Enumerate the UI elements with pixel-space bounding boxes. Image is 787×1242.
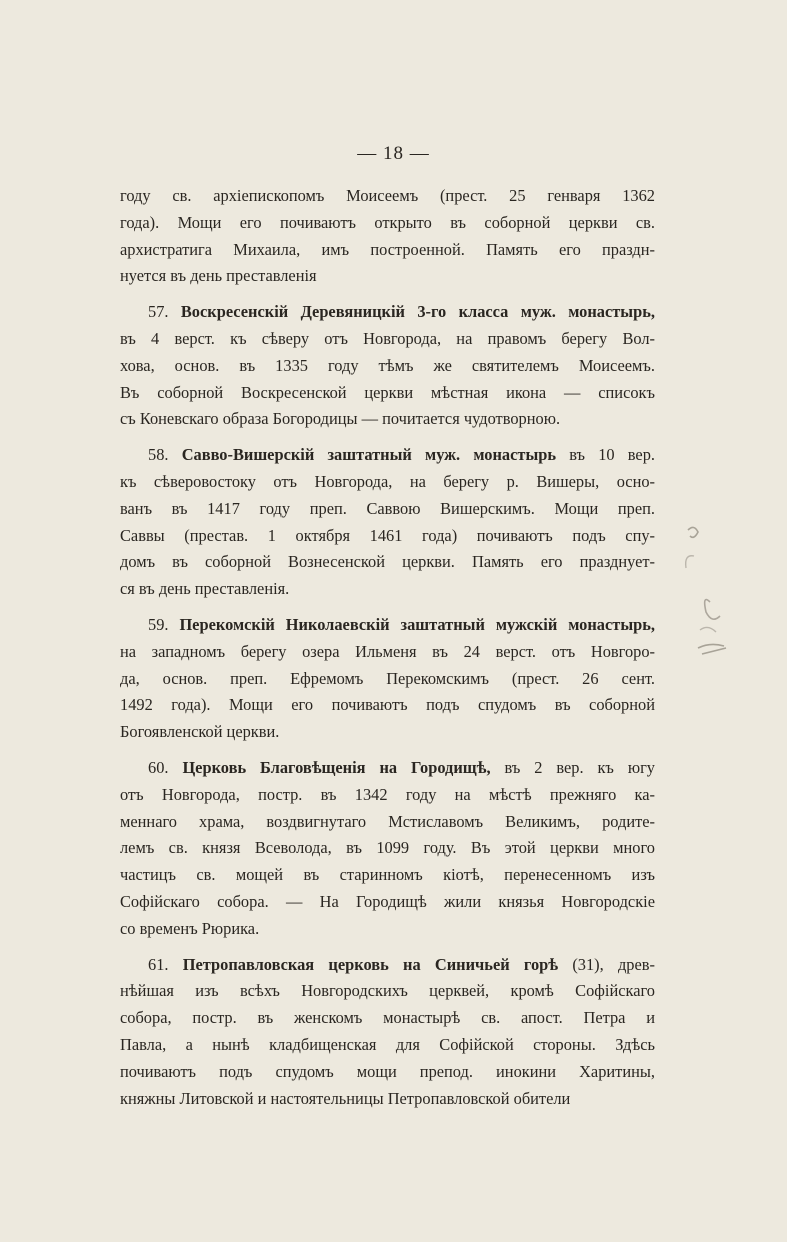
paragraph bbox=[120, 183, 655, 290]
line-text: 1492 года). Мощи его почиваютъ подъ спудомъ въ соборной bbox=[120, 695, 655, 715]
paragraph-gap bbox=[120, 603, 655, 612]
margin-handwriting-mark bbox=[680, 520, 730, 660]
paragraph bbox=[120, 442, 655, 603]
text-line bbox=[120, 639, 655, 666]
paragraph-gap bbox=[120, 943, 655, 952]
line-text: частицъ св. мощей въ старинномъ кіотѣ, перенесенномъ изъ bbox=[120, 865, 655, 885]
line-text: собора, постр. въ женскомъ монастырѣ св. апост. Петра и bbox=[120, 1008, 655, 1028]
line-text: Въ соборной Воскресенской церкви мѣстная икона — списокъ bbox=[120, 382, 655, 402]
text-line bbox=[120, 782, 655, 809]
text-line bbox=[120, 952, 655, 979]
text-line bbox=[120, 183, 655, 210]
text-line bbox=[120, 835, 655, 862]
line-text: со временъ Рюрика. bbox=[120, 918, 260, 938]
text-line bbox=[120, 406, 655, 433]
entry-heading: Воскресенскій Деревяницкій 3-го класса муж. монастырь, bbox=[180, 302, 655, 322]
line-text: на западномъ берегу озера Ильменя въ 24 верст. отъ Новгоро- bbox=[120, 641, 655, 661]
line-text: хова, основ. въ 1335 году тѣмъ же святителемъ Моисеемъ. bbox=[120, 355, 655, 375]
line-text: году св. архіепископомъ Моисеемъ (прест. 25 генваря 1362 bbox=[120, 186, 655, 205]
text-line bbox=[120, 1032, 655, 1059]
line-text: Павла, а нынѣ кладбищенская для Софійской стороны. Здѣсь bbox=[120, 1034, 655, 1054]
line-text: Богоявленской церкви. bbox=[120, 722, 280, 742]
text-line bbox=[120, 237, 655, 264]
text-line bbox=[120, 549, 655, 576]
text-line bbox=[120, 612, 655, 639]
text-line bbox=[120, 469, 655, 496]
text-line bbox=[120, 263, 655, 290]
entry-heading: Петропавловская церковь на Синичьей горѣ bbox=[182, 954, 559, 974]
text-line bbox=[120, 916, 655, 943]
text-line bbox=[120, 1086, 655, 1113]
text-line bbox=[120, 978, 655, 1005]
line-text: къ сѣверовостоку отъ Новгорода, на берегу р. Вишеры, осно- bbox=[120, 471, 655, 491]
paragraph bbox=[120, 755, 655, 943]
entry-heading: Савво-Вишерскій заштатный муж. монастырь bbox=[181, 445, 557, 465]
text-line bbox=[120, 1005, 655, 1032]
text-line bbox=[120, 862, 655, 889]
text-line bbox=[120, 692, 655, 719]
text-line bbox=[120, 353, 655, 380]
paragraph bbox=[120, 612, 655, 746]
line-text: въ 10 вер. bbox=[569, 445, 655, 465]
paragraph bbox=[120, 952, 655, 1113]
text-line bbox=[120, 523, 655, 550]
line-text: да, основ. преп. Ефремомъ Перекомскимъ (прест. 26 сент. bbox=[120, 668, 655, 688]
paragraph-gap bbox=[120, 433, 655, 442]
line-text: Софійскаго собора. — На Городищѣ жили князья Новгородскіе bbox=[120, 891, 655, 911]
line-text: архистратига Михаила, имъ построенной. Память его праздн- bbox=[120, 239, 655, 259]
entry-heading: Церковь Благовѣщенія на Городищѣ, bbox=[182, 757, 491, 777]
text-line bbox=[120, 326, 655, 353]
line-text: домъ въ соборной Вознесенской церкви. Память его празднует- bbox=[120, 552, 655, 572]
text-line bbox=[120, 576, 655, 603]
line-text: года). Мощи его почиваютъ открыто въ соборной церкви св. bbox=[120, 212, 655, 232]
body-text bbox=[120, 183, 655, 1112]
line-text: почиваютъ подъ спудомъ мощи препод. инокини Харитины, bbox=[120, 1061, 655, 1081]
line-text: Саввы (престав. 1 октября 1461 года) почиваютъ подъ спу- bbox=[120, 525, 655, 545]
entry-number: 57. bbox=[148, 302, 169, 322]
line-text: ся въ день преставленія. bbox=[120, 579, 290, 599]
page-number: — 18 — bbox=[357, 143, 430, 164]
entry-number: 58. bbox=[148, 445, 169, 465]
text-line bbox=[120, 496, 655, 523]
line-text: отъ Новгорода, постр. въ 1342 году на мѣстѣ прежняго ка- bbox=[120, 784, 655, 804]
line-text: княжны Литовской и настоятельницы Петропавловской обители bbox=[120, 1088, 571, 1108]
entry-number: 60. bbox=[148, 757, 169, 777]
line-text: меннаго храма, воздвигнутаго Мстиславомъ Великимъ, родите- bbox=[120, 811, 655, 831]
line-text: въ 2 вер. къ югу bbox=[504, 757, 655, 777]
entry-heading: Перекомскій Николаевскій заштатный мужскій монастырь, bbox=[179, 614, 655, 634]
paragraph-gap bbox=[120, 746, 655, 755]
text-line bbox=[120, 809, 655, 836]
text-line bbox=[120, 210, 655, 237]
paragraph bbox=[120, 299, 655, 433]
line-text: нѣйшая изъ всѣхъ Новгородскихъ церквей, кромѣ Софійскаго bbox=[120, 981, 655, 1001]
text-line bbox=[120, 380, 655, 407]
line-text: лемъ св. князя Всеволода, въ 1099 году. Въ этой церкви много bbox=[120, 838, 655, 858]
entry-number: 61. bbox=[148, 954, 169, 974]
text-line bbox=[120, 442, 655, 469]
line-text: ванъ въ 1417 году преп. Саввою Вишерскимъ. Мощи преп. bbox=[120, 498, 655, 518]
line-text: (31), древ- bbox=[572, 954, 655, 974]
entry-number: 59. bbox=[148, 614, 169, 634]
line-text: нуется въ день преставленія bbox=[120, 266, 317, 286]
line-text: съ Коневскаго образа Богородицы — почитается чудотворною. bbox=[120, 409, 561, 429]
text-line bbox=[120, 299, 655, 326]
text-line bbox=[120, 889, 655, 916]
text-line bbox=[120, 719, 655, 746]
text-line bbox=[120, 755, 655, 782]
text-line bbox=[120, 1059, 655, 1086]
paragraph-gap bbox=[120, 290, 655, 299]
text-line bbox=[120, 666, 655, 693]
line-text: въ 4 верст. къ сѣверу отъ Новгорода, на правомъ берегу Вол- bbox=[120, 328, 655, 348]
